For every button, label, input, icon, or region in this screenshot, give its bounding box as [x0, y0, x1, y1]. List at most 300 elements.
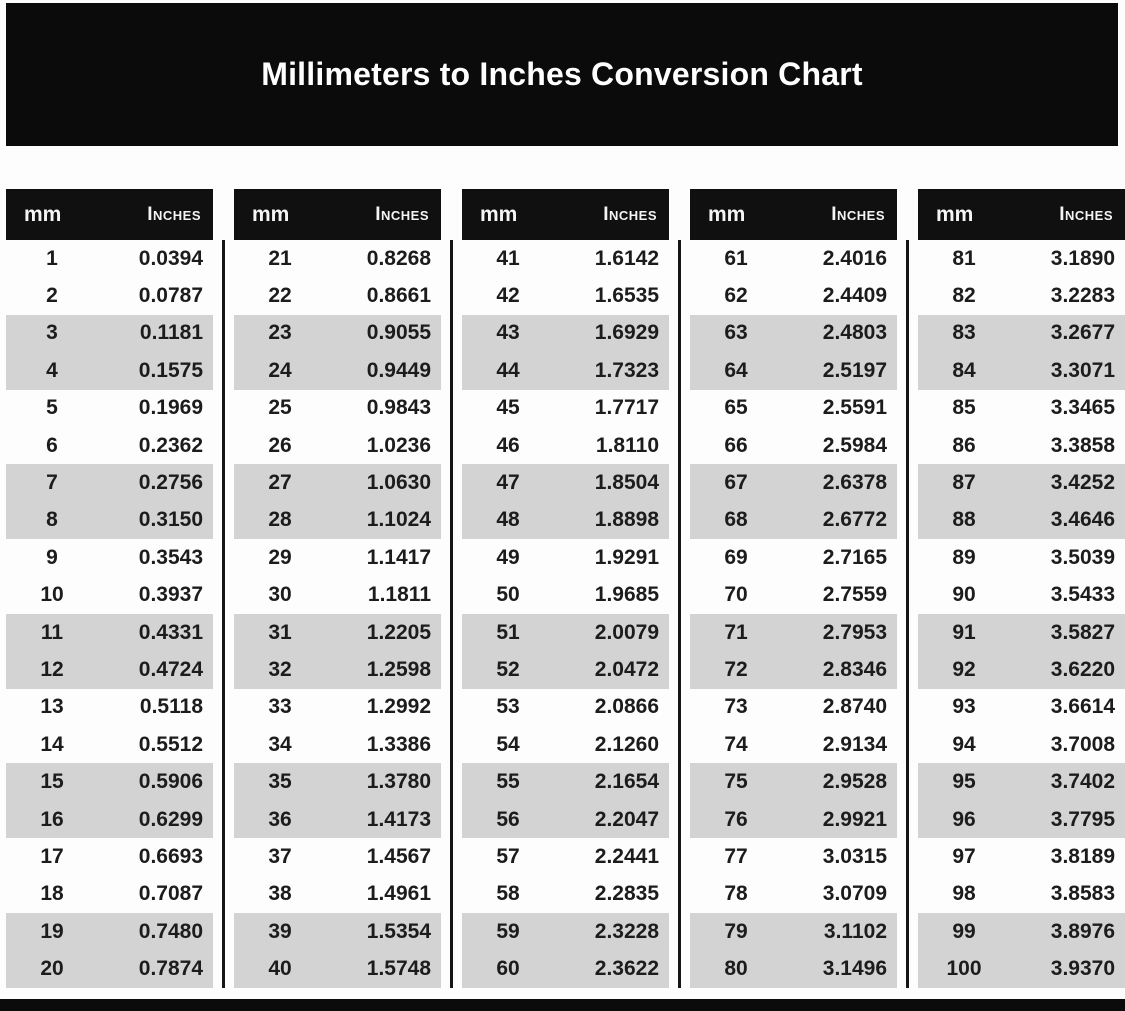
table-row — [918, 427, 1125, 464]
inches-value: 3.2677 — [1050, 321, 1115, 345]
inches-value: 2.5591 — [822, 396, 887, 420]
inches-value: 0.5512 — [138, 732, 203, 756]
inches-value: 0.7874 — [138, 957, 203, 981]
table-group-rows — [6, 240, 213, 988]
table-row — [918, 876, 1125, 913]
table-group-header — [918, 189, 1125, 240]
mm-value: 38 — [268, 882, 292, 906]
mm-value: 46 — [496, 433, 520, 457]
table-row — [6, 315, 213, 352]
inches-value: 1.8110 — [595, 433, 659, 457]
mm-value: 87 — [952, 471, 976, 495]
table-row — [6, 464, 213, 501]
mm-value: 23 — [268, 321, 292, 345]
table-row — [918, 390, 1125, 427]
table-group-rows — [234, 240, 441, 988]
table-row — [6, 838, 213, 875]
inches-value: 3.6614 — [1050, 695, 1115, 719]
mm-value: 94 — [952, 732, 976, 756]
mm-value: 59 — [496, 919, 520, 943]
inches-value: 2.2441 — [594, 844, 659, 868]
table-row — [6, 763, 213, 800]
mm-value: 16 — [40, 807, 64, 831]
mm-value: 27 — [268, 471, 292, 495]
mm-value: 30 — [268, 583, 292, 607]
table-row — [690, 502, 897, 539]
mm-value: 52 — [496, 657, 520, 681]
mm-value: 35 — [268, 770, 292, 794]
inches-value: 1.1417 — [366, 545, 431, 569]
table-row — [690, 240, 897, 277]
inches-value: 0.2756 — [138, 471, 203, 495]
table-group-81-100 — [918, 189, 1125, 988]
inches-value: 2.6772 — [822, 508, 887, 532]
inches-value: 1.8898 — [594, 508, 659, 532]
table-row — [918, 801, 1125, 838]
table-row — [234, 838, 441, 875]
mm-value: 75 — [724, 770, 748, 794]
mm-value: 85 — [952, 396, 976, 420]
bottom-bar — [0, 999, 1125, 1011]
inches-value: 0.9843 — [366, 396, 431, 420]
inches-value: 1.4173 — [366, 807, 431, 831]
table-group-rows — [462, 240, 669, 988]
mm-value: 96 — [952, 807, 976, 831]
mm-value: 81 — [952, 246, 976, 270]
table-row — [234, 801, 441, 838]
mm-value: 40 — [268, 957, 292, 981]
mm-value: 1 — [46, 246, 58, 270]
inches-value: 1.7323 — [594, 358, 659, 382]
mm-value: 90 — [952, 583, 976, 607]
mm-value: 45 — [496, 396, 520, 420]
table-row — [690, 689, 897, 726]
inches-value: 2.0472 — [594, 657, 659, 681]
mm-value: 82 — [952, 284, 976, 308]
mm-value: 49 — [496, 545, 520, 569]
mm-value: 73 — [724, 695, 748, 719]
inches-value: 2.4803 — [822, 321, 887, 345]
inches-value: 2.5197 — [822, 358, 887, 382]
mm-value: 78 — [724, 882, 748, 906]
inches-value: 0.4724 — [138, 657, 203, 681]
inches-value: 0.3150 — [138, 508, 203, 532]
mm-value: 17 — [40, 844, 64, 868]
divider-line — [906, 240, 909, 988]
table-row — [234, 352, 441, 389]
mm-value: 42 — [496, 284, 520, 308]
inches-value: 1.4567 — [366, 844, 431, 868]
table-row — [6, 689, 213, 726]
table-row — [234, 277, 441, 314]
mm-value: 13 — [40, 695, 64, 719]
inches-value: 3.3858 — [1050, 433, 1115, 457]
table-row — [918, 240, 1125, 277]
mm-value: 72 — [724, 657, 748, 681]
table-row — [462, 240, 669, 277]
inches-value: 0.1181 — [139, 321, 203, 345]
inches-value: 3.1496 — [822, 957, 887, 981]
inches-value: 0.1575 — [138, 358, 203, 382]
inches-value: 1.0236 — [366, 433, 431, 457]
inches-value: 3.7008 — [1050, 732, 1115, 756]
table-row — [234, 689, 441, 726]
group-divider — [441, 189, 462, 988]
inches-value: 2.0079 — [594, 620, 659, 644]
table-row — [462, 614, 669, 651]
inches-value: 2.7559 — [822, 583, 887, 607]
mm-value: 65 — [724, 396, 748, 420]
mm-column-header: mm — [480, 202, 518, 226]
group-divider — [213, 189, 234, 988]
inches-value: 1.6142 — [594, 246, 659, 270]
inches-value: 3.9370 — [1050, 957, 1115, 981]
table-row — [6, 539, 213, 576]
table-row — [462, 651, 669, 688]
inches-value: 1.2992 — [366, 695, 431, 719]
table-row — [918, 913, 1125, 950]
table-row — [462, 502, 669, 539]
table-row — [462, 539, 669, 576]
table-row — [234, 539, 441, 576]
mm-value: 14 — [40, 732, 64, 756]
table-row — [6, 390, 213, 427]
inches-value: 2.3228 — [594, 919, 659, 943]
mm-column-header: mm — [252, 202, 290, 226]
table-row — [462, 913, 669, 950]
table-row — [234, 614, 441, 651]
inches-value: 2.9528 — [822, 770, 887, 794]
inches-value: 1.0630 — [366, 471, 431, 495]
mm-value: 20 — [40, 957, 64, 981]
mm-value: 26 — [268, 433, 292, 457]
table-group-41-60 — [462, 189, 669, 988]
table-row — [462, 876, 669, 913]
inches-column-header: Inches — [375, 203, 429, 225]
inches-value: 2.7953 — [822, 620, 887, 644]
inches-value: 0.9449 — [366, 358, 431, 382]
mm-value: 61 — [724, 246, 748, 270]
table-row — [462, 726, 669, 763]
inches-value: 1.6535 — [594, 284, 659, 308]
inches-value: 3.7402 — [1050, 770, 1115, 794]
inches-value: 0.6299 — [138, 807, 203, 831]
table-row — [6, 614, 213, 651]
inches-value: 3.6220 — [1050, 657, 1115, 681]
mm-value: 91 — [952, 620, 976, 644]
mm-value: 18 — [40, 882, 64, 906]
inches-value: 2.6378 — [822, 471, 887, 495]
mm-value: 70 — [724, 583, 748, 607]
table-row — [690, 726, 897, 763]
mm-value: 39 — [268, 919, 292, 943]
inches-value: 3.0315 — [822, 844, 887, 868]
mm-value: 32 — [268, 657, 292, 681]
mm-value: 12 — [40, 657, 64, 681]
inches-value: 3.3465 — [1050, 396, 1115, 420]
mm-value: 93 — [952, 695, 976, 719]
inches-value: 1.1811 — [367, 583, 431, 607]
mm-value: 56 — [496, 807, 520, 831]
inches-column-header: Inches — [1059, 203, 1113, 225]
table-row — [6, 801, 213, 838]
table-row — [690, 801, 897, 838]
mm-value: 84 — [952, 358, 976, 382]
mm-value: 67 — [724, 471, 748, 495]
table-row — [462, 838, 669, 875]
mm-value: 9 — [46, 545, 58, 569]
table-group-rows — [918, 240, 1125, 988]
table-row — [6, 352, 213, 389]
inches-value: 0.9055 — [366, 321, 431, 345]
mm-value: 64 — [724, 358, 748, 382]
table-row — [690, 950, 897, 987]
inches-value: 3.8583 — [1050, 882, 1115, 906]
table-row — [6, 427, 213, 464]
mm-value: 19 — [40, 919, 64, 943]
mm-value: 74 — [724, 732, 748, 756]
table-row — [234, 464, 441, 501]
table-row — [6, 240, 213, 277]
table-row — [918, 763, 1125, 800]
table-row — [462, 277, 669, 314]
inches-value: 1.3780 — [366, 770, 431, 794]
table-group-rows — [690, 240, 897, 988]
mm-value: 77 — [724, 844, 748, 868]
mm-value: 24 — [268, 358, 292, 382]
mm-value: 44 — [496, 358, 520, 382]
mm-value: 60 — [496, 957, 520, 981]
mm-value: 51 — [496, 620, 520, 644]
inches-column-header: Inches — [603, 203, 657, 225]
mm-value: 99 — [952, 919, 976, 943]
mm-value: 98 — [952, 882, 976, 906]
mm-value: 53 — [496, 695, 520, 719]
table-group-header — [690, 189, 897, 240]
mm-value: 5 — [46, 396, 58, 420]
mm-value: 37 — [268, 844, 292, 868]
table-row — [6, 502, 213, 539]
table-row — [690, 838, 897, 875]
table-row — [690, 427, 897, 464]
inches-value: 2.4409 — [822, 284, 887, 308]
table-row — [462, 950, 669, 987]
inches-value: 2.5984 — [822, 433, 887, 457]
mm-value: 22 — [268, 284, 292, 308]
mm-value: 3 — [46, 321, 58, 345]
table-row — [462, 427, 669, 464]
table-row — [234, 427, 441, 464]
table-row — [6, 726, 213, 763]
table-row — [234, 390, 441, 427]
mm-value: 86 — [952, 433, 976, 457]
inches-value: 1.5354 — [366, 919, 431, 943]
inches-value: 1.8504 — [594, 471, 659, 495]
mm-value: 10 — [40, 583, 64, 607]
inches-value: 0.8268 — [366, 246, 431, 270]
table-row — [234, 651, 441, 688]
mm-value: 97 — [952, 844, 976, 868]
mm-value: 79 — [724, 919, 748, 943]
table-row — [690, 315, 897, 352]
table-row — [462, 801, 669, 838]
table-group-header — [6, 189, 213, 240]
inches-value: 2.9134 — [822, 732, 887, 756]
table-row — [918, 315, 1125, 352]
table-row — [918, 277, 1125, 314]
inches-value: 2.1654 — [594, 770, 659, 794]
title-banner — [6, 3, 1118, 146]
table-group-header — [234, 189, 441, 240]
inches-value: 0.3543 — [138, 545, 203, 569]
table-row — [918, 950, 1125, 987]
inches-value: 0.8661 — [366, 284, 431, 308]
mm-value: 76 — [724, 807, 748, 831]
inches-value: 2.9921 — [822, 807, 887, 831]
table-row — [234, 502, 441, 539]
mm-value: 80 — [724, 957, 748, 981]
inches-value: 1.6929 — [594, 321, 659, 345]
inches-value: 1.3386 — [366, 732, 431, 756]
table-row — [234, 763, 441, 800]
mm-value: 47 — [496, 471, 520, 495]
mm-value: 71 — [724, 620, 748, 644]
table-row — [690, 651, 897, 688]
mm-column-header: mm — [708, 202, 746, 226]
mm-value: 31 — [268, 620, 292, 644]
mm-value: 48 — [496, 508, 520, 532]
inches-value: 3.2283 — [1050, 284, 1115, 308]
divider-line — [678, 240, 681, 988]
mm-value: 63 — [724, 321, 748, 345]
table-row — [918, 614, 1125, 651]
table-row — [690, 464, 897, 501]
table-row — [690, 352, 897, 389]
table-row — [234, 577, 441, 614]
page-title: Millimeters to Inches Conversion Chart — [261, 56, 863, 92]
table-row — [6, 950, 213, 987]
table-row — [690, 876, 897, 913]
inches-value: 1.2205 — [366, 620, 431, 644]
mm-value: 36 — [268, 807, 292, 831]
inches-value: 3.0709 — [822, 882, 887, 906]
table-row — [234, 315, 441, 352]
table-row — [234, 876, 441, 913]
inches-value: 0.4331 — [138, 620, 203, 644]
inches-value: 1.2598 — [366, 657, 431, 681]
table-row — [234, 913, 441, 950]
mm-value: 88 — [952, 508, 976, 532]
inches-value: 3.5827 — [1050, 620, 1115, 644]
inches-value: 2.3622 — [594, 957, 659, 981]
mm-column-header: mm — [24, 202, 62, 226]
inches-value: 0.2362 — [138, 433, 203, 457]
table-row — [462, 464, 669, 501]
table-row — [6, 651, 213, 688]
inches-value: 3.4252 — [1050, 471, 1115, 495]
inches-value: 1.9291 — [594, 545, 659, 569]
mm-value: 89 — [952, 545, 976, 569]
inches-value: 2.4016 — [822, 246, 887, 270]
inches-column-header: Inches — [831, 203, 885, 225]
table-row — [690, 539, 897, 576]
inches-value: 0.6693 — [138, 844, 203, 868]
table-group-header — [462, 189, 669, 240]
table-row — [918, 502, 1125, 539]
mm-value: 4 — [46, 358, 58, 382]
table-group-61-80 — [690, 189, 897, 988]
mm-value: 15 — [40, 770, 64, 794]
table-row — [462, 352, 669, 389]
table-row — [918, 838, 1125, 875]
inches-value: 2.1260 — [594, 732, 659, 756]
inches-value: 0.3937 — [138, 583, 203, 607]
mm-value: 11 — [40, 620, 64, 644]
table-row — [6, 913, 213, 950]
mm-value: 57 — [496, 844, 520, 868]
inches-value: 0.5906 — [138, 770, 203, 794]
table-row — [234, 726, 441, 763]
conversion-table — [0, 189, 1125, 988]
mm-value: 2 — [46, 284, 58, 308]
table-row — [918, 726, 1125, 763]
inches-value: 0.7480 — [138, 919, 203, 943]
table-group-1-20 — [6, 189, 213, 988]
mm-value: 8 — [46, 508, 58, 532]
inches-value: 0.1969 — [138, 396, 203, 420]
inches-value: 2.2835 — [594, 882, 659, 906]
inches-value: 1.9685 — [594, 583, 659, 607]
table-row — [918, 464, 1125, 501]
table-row — [690, 763, 897, 800]
table-row — [462, 390, 669, 427]
inches-value: 3.1890 — [1050, 246, 1115, 270]
inches-value: 2.2047 — [594, 807, 659, 831]
table-row — [918, 577, 1125, 614]
mm-value: 62 — [724, 284, 748, 308]
mm-value: 92 — [952, 657, 976, 681]
mm-value: 43 — [496, 321, 520, 345]
mm-value: 7 — [46, 471, 58, 495]
table-row — [690, 277, 897, 314]
group-divider — [669, 189, 690, 988]
inches-value: 3.5039 — [1050, 545, 1115, 569]
table-row — [918, 539, 1125, 576]
mm-value: 28 — [268, 508, 292, 532]
table-row — [690, 390, 897, 427]
table-row — [6, 876, 213, 913]
group-divider — [897, 189, 918, 988]
mm-value: 34 — [268, 732, 292, 756]
inches-value: 1.4961 — [366, 882, 431, 906]
inches-value: 2.8740 — [822, 695, 887, 719]
mm-value: 68 — [724, 508, 748, 532]
inches-value: 0.5118 — [139, 695, 203, 719]
inches-value: 2.8346 — [822, 657, 887, 681]
table-group-21-40 — [234, 189, 441, 988]
mm-value: 69 — [724, 545, 748, 569]
mm-value: 50 — [496, 583, 520, 607]
inches-value: 3.1102 — [823, 919, 887, 943]
inches-value: 3.8189 — [1050, 844, 1115, 868]
mm-column-header: mm — [936, 202, 974, 226]
table-row — [462, 763, 669, 800]
inches-value: 0.0787 — [138, 284, 203, 308]
table-row — [462, 577, 669, 614]
table-row — [462, 315, 669, 352]
table-row — [690, 614, 897, 651]
mm-value: 83 — [952, 321, 976, 345]
